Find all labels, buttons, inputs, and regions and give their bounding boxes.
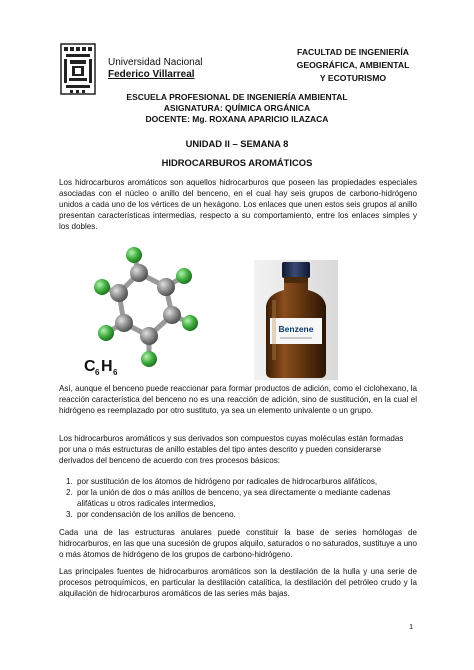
list-item-text: por condensación de los anillos de benceno. [77, 510, 236, 519]
topic-title: HIDROCARBUROS AROMÁTICOS [161, 157, 313, 168]
faculty-line: FACULTAD DE INGENIERÍA [297, 47, 409, 57]
list-number: 3. [66, 510, 73, 519]
list-item [59, 476, 417, 487]
svg-text:6: 6 [95, 368, 100, 377]
school-name: ESCUELA PROFESIONAL DE INGENIERÍA AMBIENTAL [126, 92, 348, 102]
course-teacher: DOCENTE: Mg. ROXANA APARICIO ILAZACA [145, 114, 329, 124]
faculty-line: GEOGRÁFICA, AMBIENTAL [296, 60, 410, 70]
paragraph-homologous-series: Cada una de las estructuras anulares puede constituir la base de series homólogas de hidrocarburos, en las que una sucesión de grupos alquilo, saturados o no saturados, sustituye a uno o más átomos de hidrógeno de los grupos de carbono-hidrógeno. [59, 528, 417, 559]
paragraph-intro: Los hidrocarburos aromáticos son aquellos hidrocarburos que poseen las propiedades especiales asociadas con el núcleo o anillo del benceno, en el cual hay seis grupos de carbono-hidrógeno unidos a cada uno de los vértices de un hexágono. Los enlaces que unen estos seis grupos al anillo presentan características intermedias, respecto a su comportamiento, entre los enlaces simples y los dobles. [59, 178, 417, 231]
course-subject: ASIGNATURA: QUÍMICA ORGÁNICA [163, 103, 311, 113]
paragraph-derivatives: Los hidrocarburos aromáticos y sus derivados son compuestos cuyas moléculas están formadas por una o más estructuras de anillo estables del tipo antes descrito y pueden considerarse derivados del benceno de acuerdo con tres procesos básicos: [59, 434, 404, 465]
svg-text:6: 6 [113, 368, 118, 377]
university-name [108, 57, 203, 81]
svg-text:C: C [84, 358, 96, 375]
molecular-formula [84, 358, 118, 377]
faculty-name [278, 46, 428, 85]
list-item [59, 487, 417, 509]
processes-list [59, 476, 417, 520]
university-crest-logo [60, 43, 96, 95]
svg-text:H: H [101, 358, 113, 375]
list-item-text: por la unión de dos o más anillos de benceno, ya sea directamente o mediante cadenas alifáticas u otros radicales intermedios, [77, 488, 391, 508]
paragraph-substitution: Así, aunque el benceno puede reaccionar para formar productos de adición, como el ciclohexano, la reacción característica del benceno no es una reacción de adición, sino de sustitución, en la cual el hidrógeno es reemplazado por otro sustituto, ya sea un elemento univalente o un grupo. [59, 384, 417, 415]
university-name-line2: Federico Villarreal [108, 69, 195, 80]
bottle-label-text: Benzene [278, 324, 314, 334]
list-number: 1. [66, 477, 73, 486]
university-name-line1: Universidad Nacional [108, 57, 203, 68]
list-item-text: por sustitución de los átomos de hidrógeno por radicales de hidrocarburos alifáticos, [77, 477, 378, 486]
paragraph-sources: Las principales fuentes de hidrocarburos aromáticos son la destilación de la hulla y una serie de procesos petroquímicos, en particular la destilación catalítica, la destilación del petróleo crudo y la alquilación de hidrocarburos aromáticos de las series más bajas. [59, 567, 417, 598]
list-item [59, 509, 417, 520]
benzene-bottle-photo [254, 260, 338, 380]
course-info [30, 92, 444, 125]
unit-title: UNIDAD II – SEMANA 8 [185, 138, 289, 149]
faculty-line: Y ECOTURISMO [319, 73, 387, 83]
benzene-molecule-figure [84, 243, 214, 378]
page-number: 1 [409, 622, 414, 631]
list-number: 2. [66, 488, 73, 497]
